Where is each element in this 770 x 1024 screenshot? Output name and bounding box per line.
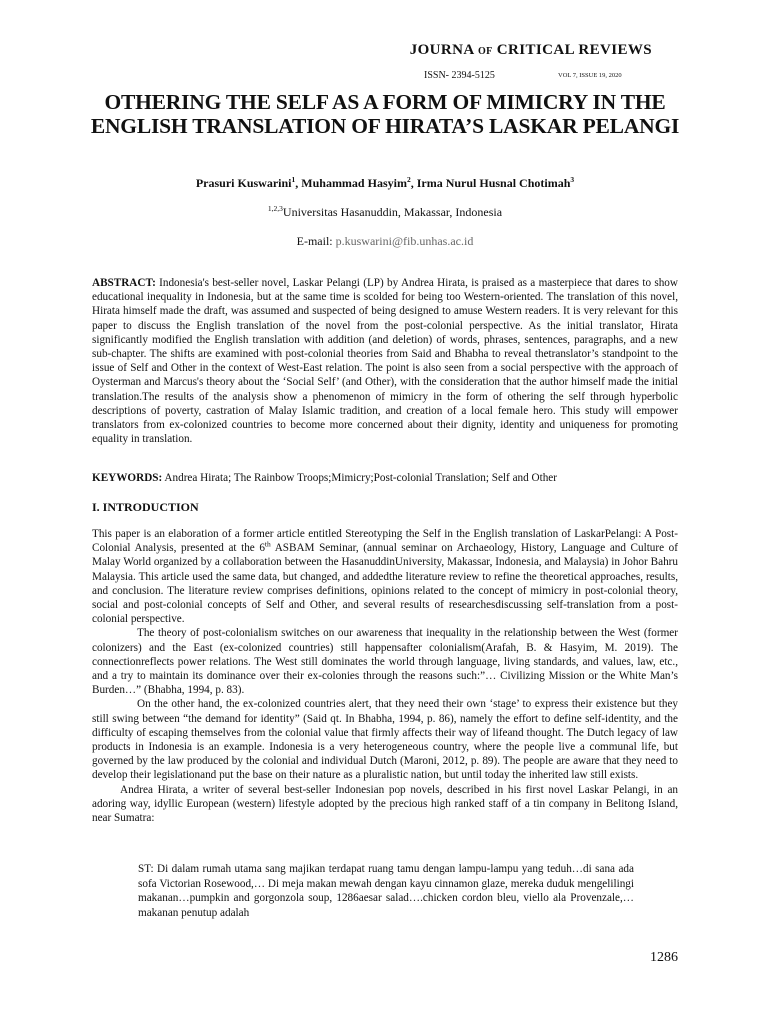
- intro-paragraph-1: [92, 527, 678, 626]
- author-2: , Muhammad Hasyim: [295, 176, 407, 190]
- intro-paragraph-4: Andrea Hirata, a writer of several best-seller Indonesian pop novels, described in his first novel Laskar Pelangi, in an adoring way, idyllic European (western) lifestyle adopted by the precious high ranked staff of a tin company in Belitong Island, near Sumatra:: [92, 783, 678, 825]
- journal-name: [410, 42, 652, 59]
- affiliation: [0, 205, 770, 220]
- volume-issue: VOL 7, ISSUE 19, 2020: [558, 72, 622, 79]
- author-1-sup: 1: [291, 175, 296, 184]
- author-list: [0, 176, 770, 191]
- journal-name-part2: CRITICAL REVIEWS: [496, 42, 652, 58]
- journal-name-of: OF: [477, 46, 493, 57]
- page-number: 1286: [650, 950, 678, 965]
- abstract: [92, 276, 678, 446]
- intro-p1-sup: th: [264, 539, 271, 549]
- block-quote: ST: Di dalam rumah utama sang majikan terdapat ruang tamu dengan lampu-lampu yang teduh…di sana ada sofa Victorian Rosewood,… Di meja makan mewah dengan kayu cinnamon glaze, mereka duduk mengelilingi makanan…pumpkin and gorgonzola soup, 1286aesar salad….chicken cordon bleu, viello ala Provenzale,… makanan penutup adalah: [138, 863, 634, 920]
- affiliation-sup: 1,2,3: [267, 204, 283, 213]
- paper-title: OTHERING THE SELF AS A FORM OF MIMICRY IN THE ENGLISH TRANSLATION OF HIRATA’S LASKAR PELANGI: [90, 90, 680, 138]
- email-address: p.kuswarini@fib.unhas.ac.id: [335, 234, 474, 248]
- author-2-sup: 2: [406, 175, 411, 184]
- introduction-body: [92, 527, 678, 825]
- abstract-label: ABSTRACT:: [92, 277, 156, 289]
- email-label: E-mail:: [296, 234, 336, 248]
- keywords-text: Andrea Hirata; The Rainbow Troops;Mimicry;Post-colonial Translation; Self and Other: [162, 472, 557, 484]
- intro-paragraph-2: The theory of post-colonialism switches on our awareness that inequality in the relationship between the West (former colonizers) and the East (ex-colonized countries) still happensafter colonialism(Arafah, B. & Hasyim, M. 2019). The connectionreflects power relations. The West still dominates the world through language, living standards, and values, law, etc., and a try to maintain its dominance over their ex-colonies through the reasons such:”… Civilizing Mission or the White Man’s Burden…” (Bhabha, 1994, p. 83).: [92, 627, 678, 697]
- intro-paragraph-3: On the other hand, the ex-colonized countries alert, that they need their own ‘stage’ to express their existence but they still swing between “the demand for identity” (Said qt. In Bhabha, 1994, p. 86), namely the effort to define self-identity, and the difficulty of escaping themselves from the colonial value that firmly affects their way of lifeand thought. The Dutch legacy of law products in Indonesia is an example. Indonesia is a very heterogeneous country, where the people live a communal life, but governed by the law produced by the colonial and individual Dutch (Maroni, 2012, p. 89). The people are aware that they need to develop their legislationand put the base on their nature as a pluralistic nation, but until today the inherited law still exists.: [92, 698, 678, 782]
- author-1: Prasuri Kuswarini: [195, 176, 292, 190]
- section-heading-introduction: I. INTRODUCTION: [92, 500, 199, 514]
- keywords: [92, 471, 678, 485]
- email-line: [0, 234, 770, 249]
- author-3: , Irma Nurul Husnal Chotimah: [410, 176, 571, 190]
- keywords-label: KEYWORDS:: [92, 472, 163, 484]
- issn: ISSN- 2394-5125: [424, 70, 495, 81]
- author-3-sup: 3: [570, 175, 575, 184]
- abstract-text: Indonesia's best-seller novel, Laskar Pelangi (LP) by Andrea Hirata, is praised as a masterpiece that dares to show educational inequality in Indonesia, but at the same time is scolded for being too Western-oriented. The translation of this novel, Hirata himself made the draft, was assumed and suspected of being designed to amuse Western readers. It is very relevant for this paper to discuss the English translation of the novel from the post-colonial perspective. As the initial translator, Hirata significantly modified the English translation with addition (and deletion) of words, phrases, sentences, paragraphs, and a new sub-chapter. The shifts are examined with post-colonial theories from Said and Bhabha to reveal thetranslator’s standpoint to the issue of Self and Other in the context of West-East relation. The point is also seen from a social perspective with the approach of Oysterman and Marcus's theory about the ‘Social Self’ (and Other), with the consideration that the author himself made the initial translation.The results of the analysis show a phenomenon of mimicry in the form of othering the self through hyperbolic descriptions of poverty, castration of Malay Islamic tradition, and creation of a local female hero. This study will empower translators from ex-colonized countries to become more concerned about their dignity, identity and uniqueness for promoting equality in translation.: [92, 277, 678, 446]
- affiliation-text: Universitas Hasanuddin, Makassar, Indonesia: [282, 205, 503, 219]
- intro-p1-text-a: This paper is an elaboration of a former article entitled Stereotyping the Self in the English translation of LaskarPelangi: A Post-Colonial Analysis, presented at the 6: [92, 528, 678, 555]
- intro-p1-text-b: ASBAM Seminar, (annual seminar on Archaeology, History, Language and Culture of Malay World organized by a collaboration between the HasanuddinUniversity, Makassar, Indonesia, and Malaysia) in Johor Bahru Malaysia. This article used the same data, but changed, and addedthe literature review to refine the theoretical approaches, results, and conclusion. The literature review comprises definitions, opinions related to the concept of mimicry in post-colonial theory, social and post-colonial concepts of Self and Other, and several results of researchesdiscussing self-translation from a post-colonial perspective.: [92, 542, 678, 626]
- journal-name-part1: JOURNA: [409, 42, 474, 58]
